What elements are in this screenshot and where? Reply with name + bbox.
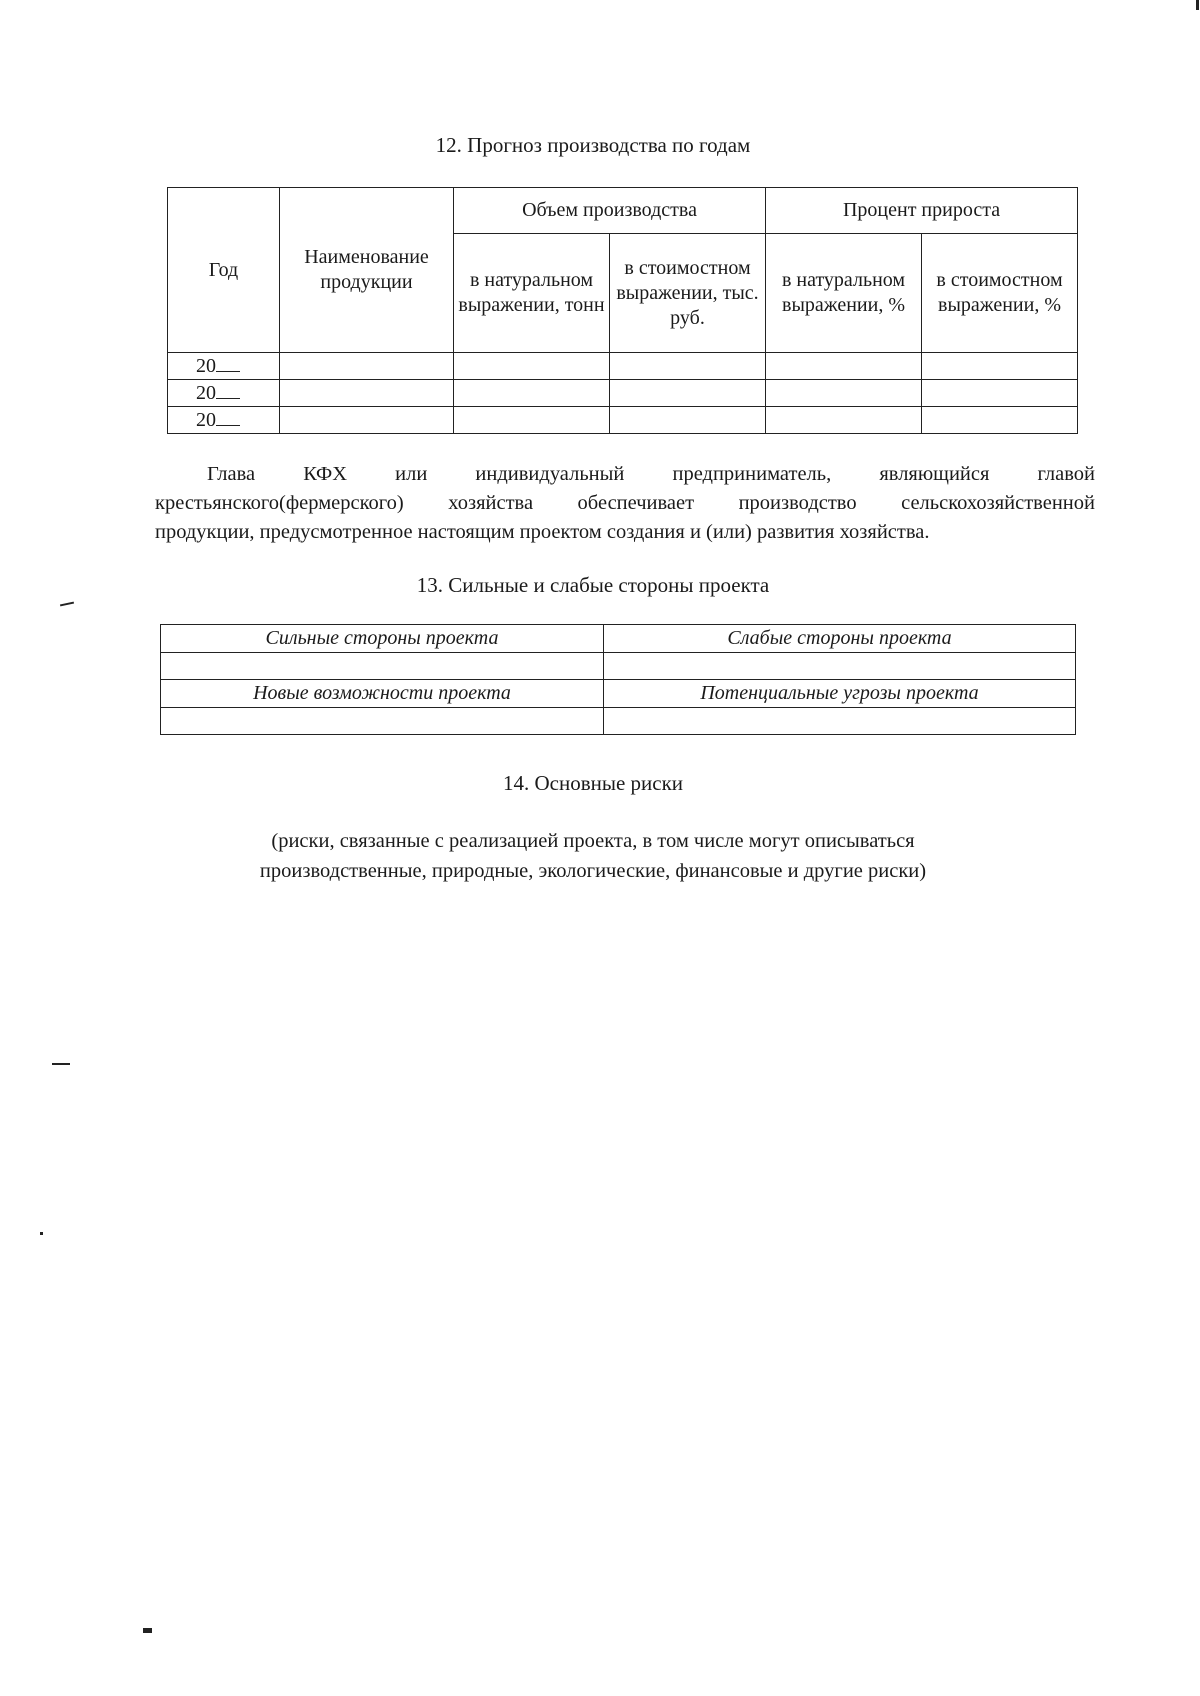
section-13-heading: 13. Сильные и слабые стороны проекта (416, 573, 770, 597)
col-header-product: Наименование продукции (280, 188, 454, 353)
year-cell (168, 353, 280, 380)
sub-header-volume-natural: в натуральном выражении, тонн (454, 234, 610, 353)
volume-value-cell[interactable] (610, 380, 766, 407)
year-prefix: 20 (196, 355, 216, 377)
paragraph-line: Глава КФХ или индивидуальный предприниматель, являющийся главой (207, 463, 1095, 485)
risks-note (143, 826, 1043, 886)
growth-natural-cell[interactable] (766, 407, 922, 434)
growth-natural-cell[interactable] (766, 380, 922, 407)
growth-value-cell[interactable] (922, 407, 1078, 434)
sub-header-volume-value: в стоимостном выражении, тыс. руб. (610, 234, 766, 353)
opportunities-cell[interactable] (161, 708, 604, 735)
growth-value-cell[interactable] (922, 353, 1078, 380)
group-header-growth: Процент прироста (766, 188, 1078, 234)
col-header-year: Год (168, 188, 280, 353)
strengths-cell[interactable] (161, 653, 604, 680)
volume-value-cell[interactable] (610, 407, 766, 434)
sub-header-growth-natural: в натуральном выражении, % (766, 234, 922, 353)
scan-speck (143, 1628, 152, 1633)
volume-value-cell[interactable] (610, 353, 766, 380)
table-row (161, 708, 1076, 735)
table-row (168, 380, 1078, 407)
section-12-heading: 12. Прогноз производства по годам (435, 133, 751, 157)
risks-note-line: (риски, связанные с реализацией проекта, в том числе могут описываться (271, 830, 915, 852)
growth-natural-cell[interactable] (766, 353, 922, 380)
scan-speck (52, 1063, 70, 1065)
scan-speck (40, 1232, 43, 1235)
production-forecast-table (167, 187, 1078, 434)
year-prefix: 20 (196, 382, 216, 404)
scan-speck (60, 602, 74, 607)
strengths-header: Сильные стороны проекта (161, 625, 604, 653)
volume-natural-cell[interactable] (454, 353, 610, 380)
year-blank (216, 355, 240, 372)
volume-natural-cell[interactable] (454, 407, 610, 434)
table-row (161, 680, 1076, 708)
table-row (161, 653, 1076, 680)
swot-table (160, 624, 1076, 735)
year-prefix: 20 (196, 409, 216, 431)
year-blank (216, 382, 240, 399)
paragraph-line: крестьянского(фермерского) хозяйства обеспечивает производство сельскохозяйственной (155, 492, 1095, 514)
scan-speck (1196, 0, 1199, 10)
section-14-heading: 14. Основные риски (502, 771, 684, 795)
paragraph-line: продукции, предусмотренное настоящим проектом создания и (или) развития хозяйства. (155, 521, 930, 543)
year-blank (216, 409, 240, 426)
product-cell[interactable] (280, 380, 454, 407)
farm-head-paragraph (155, 460, 1095, 547)
sub-header-growth-value: в стоимостном выражении, % (922, 234, 1078, 353)
volume-natural-cell[interactable] (454, 380, 610, 407)
product-cell[interactable] (280, 353, 454, 380)
growth-value-cell[interactable] (922, 380, 1078, 407)
group-header-volume: Объем производства (454, 188, 766, 234)
threats-cell[interactable] (604, 708, 1076, 735)
year-cell (168, 380, 280, 407)
weaknesses-cell[interactable] (604, 653, 1076, 680)
threats-header: Потенциальные угрозы проекта (604, 680, 1076, 708)
table-row (168, 407, 1078, 434)
year-cell (168, 407, 280, 434)
opportunities-header: Новые возможности проекта (161, 680, 604, 708)
table-row (161, 625, 1076, 653)
risks-note-line: производственные, природные, экологические, финансовые и другие риски) (259, 860, 927, 882)
weaknesses-header: Слабые стороны проекта (604, 625, 1076, 653)
table-row (168, 353, 1078, 380)
product-cell[interactable] (280, 407, 454, 434)
